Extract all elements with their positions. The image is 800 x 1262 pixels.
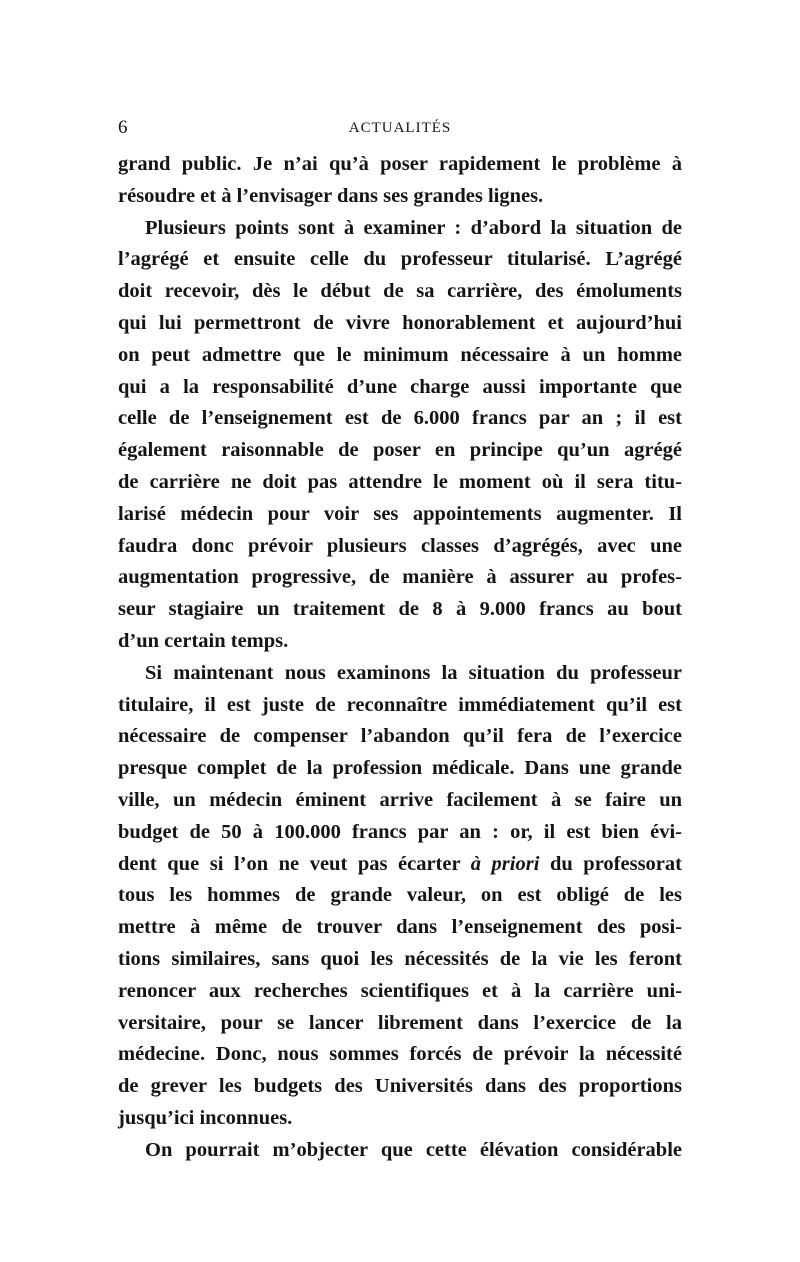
- text-line: renoncer aux recherches scientifiques et à la carrière uni-: [118, 979, 682, 1002]
- text-line: faudra donc prévoir plusieurs classes d’agrégés, avec une: [118, 534, 682, 557]
- text-segment: du professorat: [549, 852, 682, 875]
- running-head: [118, 116, 682, 140]
- text-line: on peut admettre que le minimum nécessaire à un homme: [118, 343, 682, 366]
- text-line: celle de l’enseignement est de 6.000 francs par an ; il est: [118, 407, 682, 430]
- text-line: mettre à même de trouver dans l’enseignement des posi-: [118, 916, 682, 939]
- text-line: de carrière ne doit pas attendre le moment où il sera titu-: [118, 470, 682, 493]
- text-line: tous les hommes de grande valeur, on est obligé de les: [118, 884, 682, 907]
- text-line: de grever les budgets des Universités dans des proportions: [118, 1075, 682, 1098]
- text-line: également raisonnable de poser en principe qu’un agrégé: [118, 439, 682, 462]
- text-line: larisé médecin pour voir ses appointements augmenter. Il: [118, 502, 682, 525]
- text-line: budget de 50 à 100.000 francs par an : or, il est bien évi-: [118, 820, 682, 843]
- paragraph-start-line: Plusieurs points sont à examiner : d’abord la situation de: [145, 216, 682, 239]
- italic-phrase: à priori: [470, 852, 540, 875]
- text-line: grand public. Je n’ai qu’à poser rapidement le problème à: [118, 153, 682, 175]
- text-segment: dent que si l’on ne veut pas écarter: [118, 852, 461, 875]
- paragraph-start-line: On pourrait m’objecter que cette élévation considérable: [145, 1138, 682, 1161]
- text-line: augmentation progressive, de manière à assurer au profes-: [118, 566, 682, 589]
- text-line: presque complet de la profession médicale. Dans une grande: [118, 757, 682, 780]
- text-line: titulaire, il est juste de reconnaître immédiatement qu’il est: [118, 693, 682, 716]
- body-text: [118, 149, 682, 1167]
- text-line: seur stagiaire un traitement de 8 à 9.000 francs au bout: [118, 598, 682, 621]
- text-line: médecine. Donc, nous sommes forcés de prévoir la nécessité: [118, 1043, 682, 1066]
- text-line: d’un certain temps.: [118, 629, 289, 652]
- text-line: l’agrégé et ensuite celle du professeur titularisé. L’agrégé: [118, 248, 682, 271]
- running-title: ACTUALITÉS: [348, 120, 452, 136]
- text-line: versitaire, pour se lancer librement dans l’exercice de la: [118, 1011, 682, 1034]
- text-line-with-italic: [118, 849, 682, 881]
- text-line: qui lui permettront de vivre honorablement et aujourd’hui: [118, 311, 682, 334]
- text-line: doit recevoir, dès le début de sa carrière, des émoluments: [118, 280, 682, 303]
- page-number: 6: [118, 117, 128, 138]
- text-line: jusqu’ici inconnues.: [118, 1106, 293, 1129]
- text-line: ville, un médecin éminent arrive facilement à se faire un: [118, 788, 682, 811]
- paragraph-start-line: Si maintenant nous examinons la situation du professeur: [145, 661, 682, 684]
- text-line: tions similaires, sans quoi les nécessités de la vie les feront: [118, 947, 682, 970]
- text-line: nécessaire de compenser l’abandon qu’il fera de l’exercice: [118, 725, 682, 748]
- text-line: qui a la responsabilité d’une charge aussi importante que: [118, 375, 682, 398]
- text-line: résoudre et à l’envisager dans ses grandes lignes.: [118, 184, 544, 207]
